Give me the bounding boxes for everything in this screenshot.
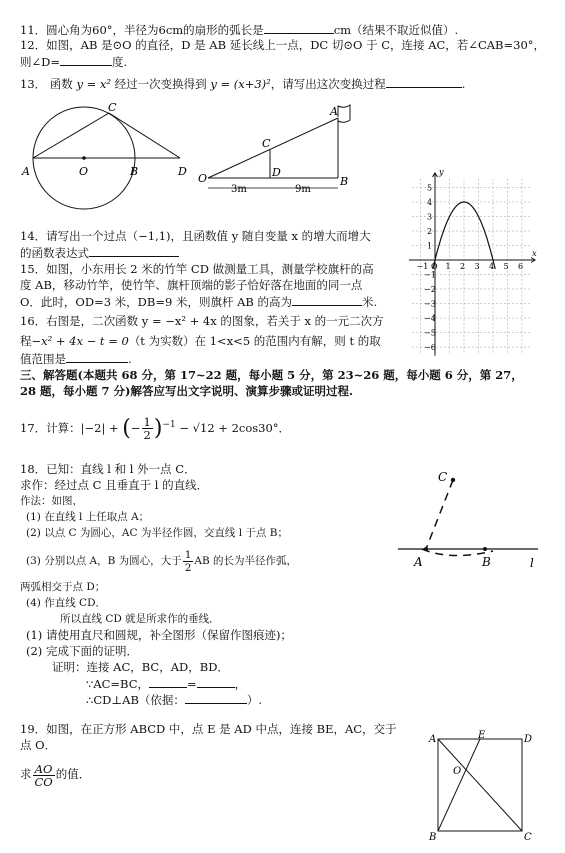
q13-prefix: 13． 函数 [20,77,73,91]
fig3-label-a: A [414,555,423,569]
q18-req1: (1) 请使用直尺和圆规，补全图形（保留作图痕迹)； [26,628,292,642]
q16-equation: −x² + 4x − t = 0 [31,334,129,348]
q18-proof3b: ）. [246,693,263,707]
q18-step2: (2) 以点 C 为圆心，AC 为半径作圆，交直线 l 于点 B； [26,527,288,539]
circle-tangent-figure [22,101,192,185]
fig4-label-a: A [429,734,437,745]
q18-step3c: 两弧相交于点 D； [20,581,106,593]
q18-blank-2[interactable] [197,676,235,688]
y-tick-label: −1 [424,270,436,280]
q11-blank[interactable] [264,22,334,34]
parabola-graph [407,167,537,352]
fig2-label-a: A [330,105,338,118]
fig3-label-b: B [482,555,491,569]
q11 [20,22,458,38]
q12-line2 [20,54,127,70]
q16-line2c: （t 为实数）在 1<x<5 的范围内有解，则 t 的取 [128,334,381,348]
fig4-label-b: B [429,832,437,843]
y-axis-label: y [439,167,444,177]
q18-step4: (4) 作直线 CD． [26,597,107,609]
q13-f1: y = x² [76,77,111,91]
q16-line1: 16．右图是，二次函数 y = −x² + 4x 的图象，若关于 x 的一元二次方 [20,314,384,328]
q18-proof1: 证明：连接 AC，BC，AD，BD． [52,660,229,674]
y-tick-label: 2 [427,227,433,236]
q13 [20,76,465,92]
q14-line2-text: 的函数表达式 [20,246,89,260]
q18-proof2 [86,676,246,692]
q15-line2: 度 AB，移动竹竿，使竹竿、旗杆顶端的影子恰好落在地面的同一点 [20,278,363,292]
q15-line3 [20,294,377,310]
fig2-label-o: O [198,172,208,185]
y-tick-label: −6 [424,343,436,352]
q15-blank[interactable] [292,294,362,306]
fig4-label-e: E [478,730,486,741]
q11-suffix: cm（结果不取近似值）. [333,23,459,37]
fig1-label-c: C [108,101,117,114]
q13-suffix: ，请写出这次变换过程 [270,77,386,91]
q14-blank[interactable] [89,245,179,257]
q18-step3-fraction: $\frac{1}{2}$ [184,548,192,574]
y-tick-label: −4 [424,314,436,323]
q16-line2a: 程 [20,334,32,348]
x-tick-label: 5 [503,262,509,271]
section3-line1: 三、解答题(本题共 68 分，第 17~22 题，每小题 5 分，第 23~26 题，每小题 6 分，第 27， [20,368,523,382]
q15-line1: 15．如图，小东用长 2 米的竹竿 CD 做测量工具，测量学校旗杆的高 [20,262,374,276]
fig2-dim-9m: 9m [295,184,311,195]
q15-line3-text: O．此时，OD=3 米，DB=9 米，则旗杆 AB 的高为 [20,295,293,309]
q18-proof3 [86,692,262,708]
q13-end: . [461,77,466,91]
q18-req2: (2) 完成下面的证明． [26,644,138,658]
y-tick-label: −3 [424,299,436,309]
q17-exp: −1 [162,420,176,430]
q19-line3 [20,760,90,788]
q14-line2 [20,245,179,261]
q18-line2: 求作：经过点 C 且垂直于 l 的直线． [20,478,209,492]
q13-blank[interactable] [386,76,462,88]
fig1-label-a: A [22,165,30,178]
y-tick-label: −5 [424,328,436,338]
q18-step1: (1) 在直线 l 上任取点 A； [26,511,150,523]
q14-line1: 14．请写出一个过点（−1,1)，且函数值 y 随自变量 x 的增大而增大 [20,229,371,243]
x-tick-label: O [431,262,438,271]
section3-line2: 28 题，每小题 7 分)解答应写出文字说明、演算步骤或证明过程. [20,384,353,398]
q17-abs: |−2| + [80,420,119,435]
q19-line1: 19．如图，在正方形 ABCD 中，点 E 是 AD 中点，连接 BE，AC，交于 [20,722,397,736]
q16-line2 [20,334,381,349]
q17: 17．计算：|−2| + (− $\frac{1}{2}$ )$^{-1}$ − √12 + 2cos30°． [20,415,291,443]
q17-rest: − √12 + 2cos30°． [179,420,291,435]
q17-fraction: $\frac{1}{2}$ [143,415,151,443]
q12-line1: 12．如图，AB 是⊙O 的直径，D 是 AB 延长线上一点，DC 切⊙O 于 C，连接 AC，若∠CAB=30°， [20,38,546,52]
x-axis-label: x [532,249,537,258]
q18-blank-3[interactable] [185,692,247,704]
fig1-label-d: D [178,165,187,178]
q13-f2: y = (x+3)² [210,77,271,91]
x-tick-label: 1 [445,262,451,271]
q12-line2-suffix: 度. [112,55,128,69]
fig1-label-b: B [130,165,139,178]
q15-line3-end: 米. [362,295,378,309]
fig2-dim-3m: 3m [231,184,247,195]
fig2-label-d: D [272,166,281,179]
q16-blank[interactable] [66,351,128,363]
y-tick-label: 5 [427,183,433,193]
square-figure [424,730,544,842]
q18-proof3a: ∴CD⊥AB（依据： [86,693,185,707]
q18-step4b: 所以直线 CD 就是所求作的垂线． [60,613,220,625]
q19-line3a: 求 [20,767,32,781]
y-tick-label: 4 [427,198,433,207]
x-tick-label: 4 [489,262,495,271]
q11-text: 11．圆心角为60°，半径为6cm的扇形的弧长是 [20,23,264,37]
q18-proof2a: ∵AC=BC， [86,677,150,691]
fig4-label-c: C [524,832,532,843]
q16-line3 [20,351,132,367]
y-tick-label: −2 [424,285,436,294]
q19-line2: 点 O． [20,738,57,752]
fig3-label-l: l [530,556,534,570]
x-tick-label: −1 [416,262,429,271]
x-tick-label: 3 [474,262,480,271]
x-tick-label: 2 [460,262,466,271]
x-tick-label: 6 [518,262,524,271]
fig3-label-c: C [438,470,448,484]
q19-fraction: $\frac{AO}{CO}$ [34,761,53,789]
q18-proof2b: = [187,677,197,691]
q12-blank[interactable] [60,54,112,66]
q13-mid: 经过一次变换得到 [114,77,207,91]
q18-step3b: AB 的长为半径作弧， [194,555,298,567]
q12-line2-text: 则∠D= [20,55,60,69]
q18-line1: 18．已知：直线 l 和 l 外一点 C． [20,462,196,476]
y-tick-label: 1 [427,241,433,251]
perpendicular-figure [398,466,548,576]
fig4-label-o: O [453,766,462,777]
q17-prefix: 17．计算： [20,420,81,435]
q18-line3: 作法：如图， [20,495,83,507]
fig4-label-d: D [524,734,533,745]
q16-line3-end: . [128,352,132,366]
fig2-label-b: B [340,175,349,188]
q18-proof2c: ， [234,677,247,691]
q18-step3 [26,548,297,574]
q18-blank-1[interactable] [149,676,187,688]
q16-line3-text: 值范围是 [20,352,66,366]
fig2-label-c: C [262,137,271,150]
fig1-label-o: O [79,165,89,178]
q18-step3a: (3) 分别以点 A，B 为圆心，大于 [26,555,182,567]
flagpole-figure [198,103,358,193]
q19-line3b: 的值． [55,767,91,781]
y-tick-label: 3 [427,212,433,222]
